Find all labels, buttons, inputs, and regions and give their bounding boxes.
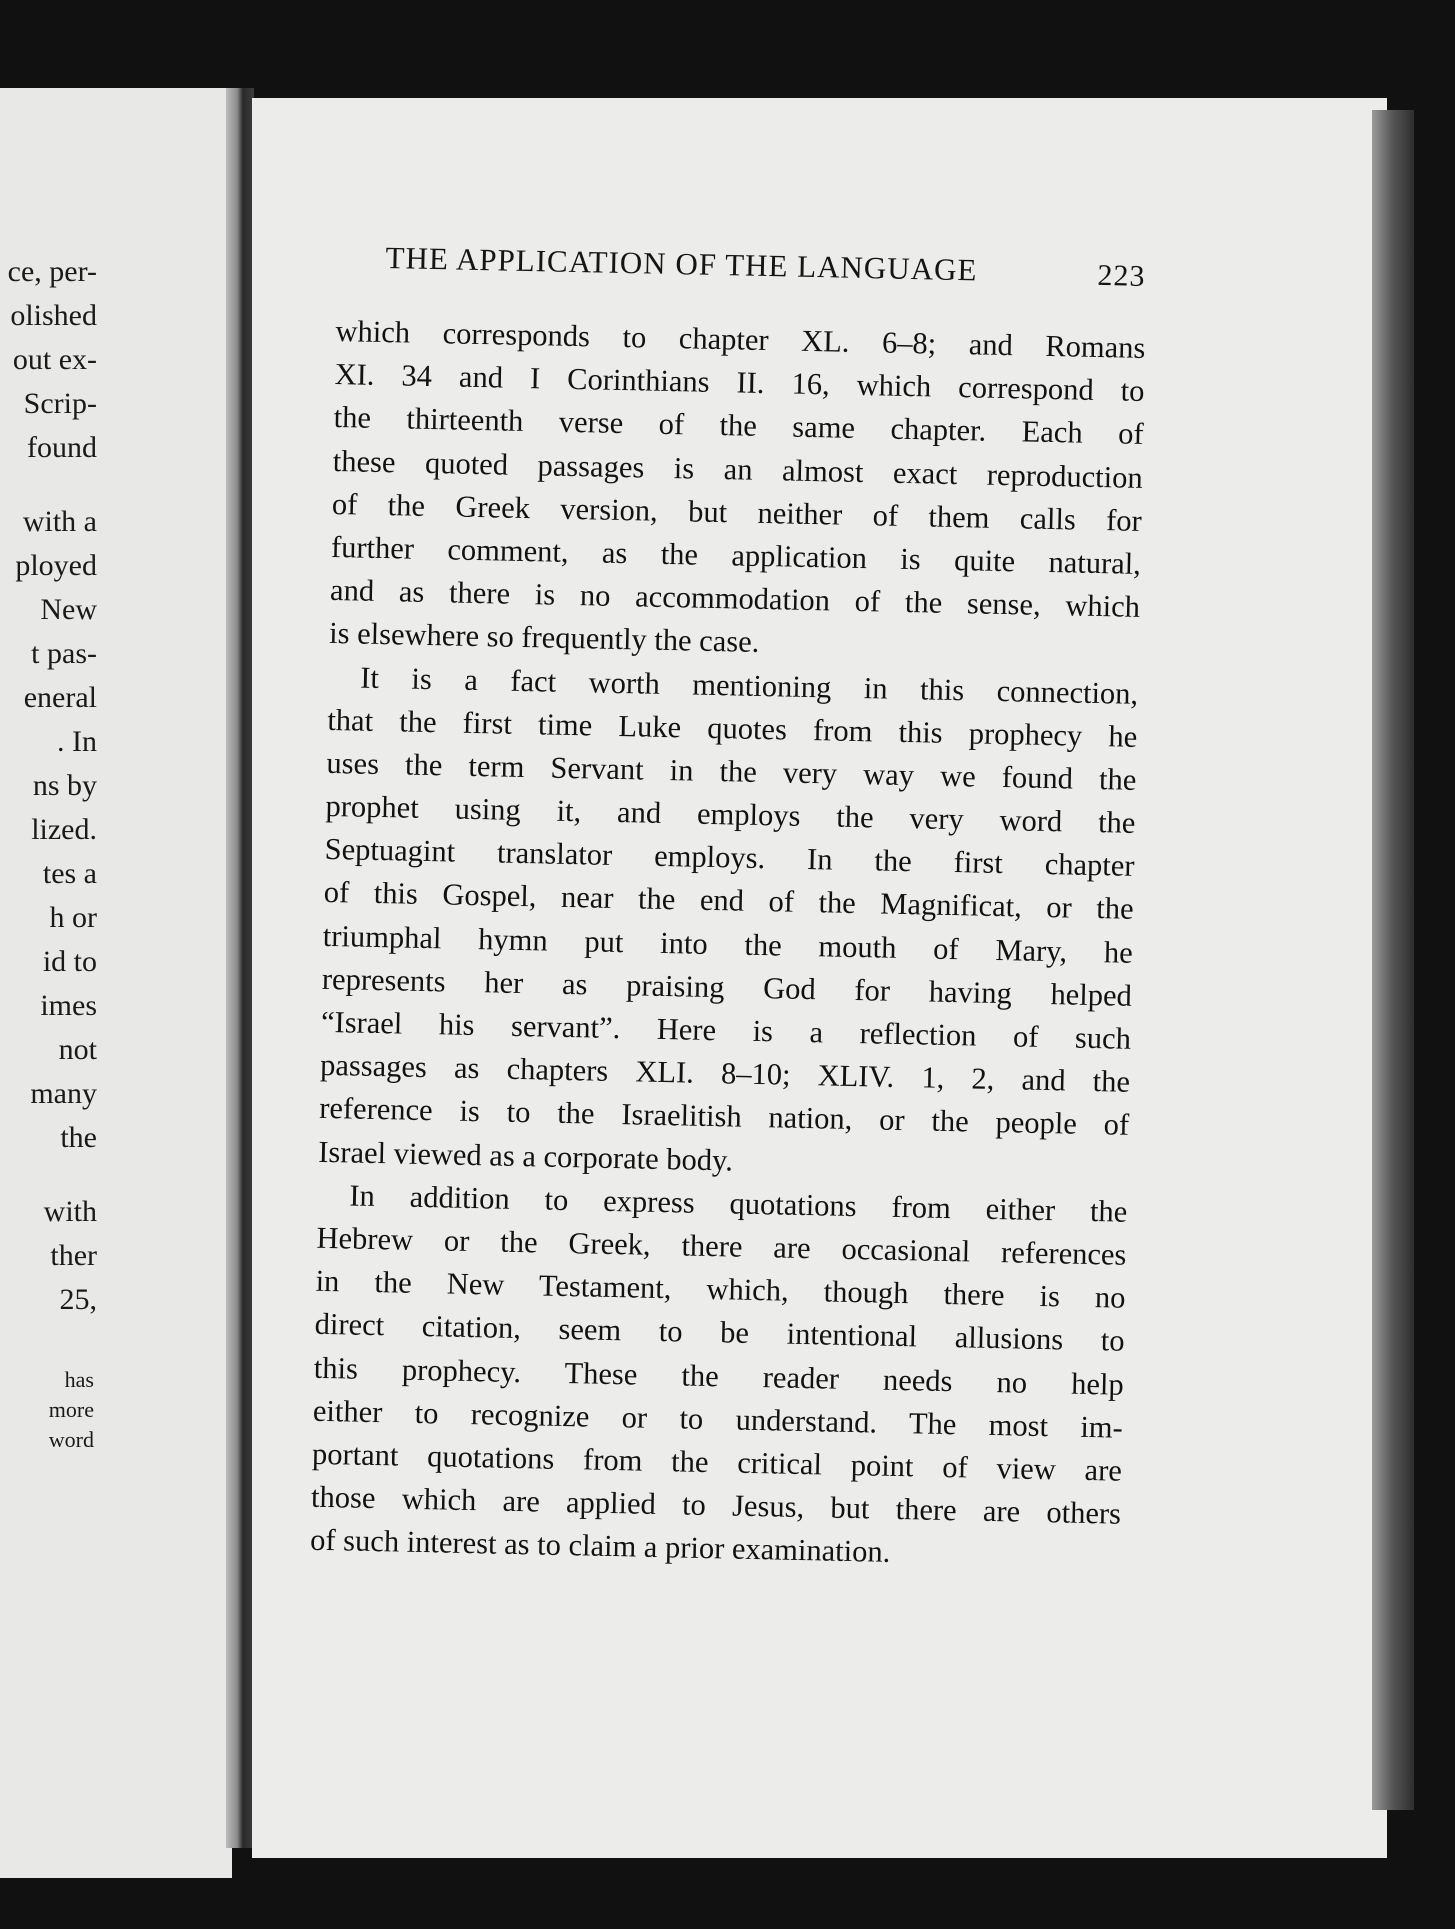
text-line: prophet using it, and employs the very word the [325,788,1136,840]
left-text-line: with [43,1195,97,1228]
text-line: and as there is no accommodation of the sense, which [329,573,1141,625]
text-line: in the New Testament, which, though there is no [315,1263,1126,1315]
text-line: of such interest as to claim a prior examination. [309,1522,891,1570]
left-text-line: lized. [31,813,97,846]
text-line: portant quotations from the critical point of view are [311,1436,1123,1488]
book-gutter [226,88,254,1848]
page-number: 223 [1097,258,1146,293]
text-line: passages as chapters XLI. 8–10; XLIV. 1, 2, and the [319,1048,1131,1099]
left-text-line: ployed [15,549,97,582]
text-line: Hebrew or the Greek, there are occasional references [316,1220,1127,1272]
left-text-line: id to [42,945,97,978]
text-line: of the Greek version, but neither of them calls for [331,486,1143,538]
text-line: It is a fact worth mentioning in this connection, [359,660,1139,711]
text-line: In addition to express quotations from either the [349,1178,1128,1229]
text-line: reference is to the Israelitish nation, or the people of [318,1091,1130,1143]
running-title: THE APPLICATION OF THE LANGUAGE [385,240,978,288]
text-line: represents her as praising God for having helped [321,961,1133,1013]
left-text-line: eneral [23,681,97,714]
left-text-line: many [30,1077,97,1110]
text-line: “Israel his servant”. Here is a reflection of such [320,1004,1132,1056]
left-text-line: t pas- [31,637,97,670]
text-line: this prophecy. These the reader needs no help [313,1350,1125,1402]
text-line: which corresponds to chapter XL. 6–8; and Romans [335,313,1146,365]
left-text-line: Scrip- [23,387,97,420]
left-text-line: ns by [32,769,97,802]
text-line: these quoted passages is an almost exact reproduction [332,443,1144,495]
left-text-line: 25, [59,1283,97,1316]
text-line: either to recognize or to understand. The most im- [312,1393,1124,1445]
left-text-line: with a [22,505,97,538]
left-text-line: h or [49,901,97,934]
left-footnote-line: more [48,1397,94,1422]
text-line: XI. 34 and I Corinthians II. 16, which correspond to [334,357,1145,409]
text-line: is elsewhere so frequently the case. [328,616,760,660]
left-text-line: not [58,1033,97,1066]
text-line: of this Gospel, near the end of the Magnificat, or the [323,875,1134,927]
text-line: Israel viewed as a corporate body. [318,1134,734,1178]
left-text-line: New [40,593,97,626]
text-line: those which are applied to Jesus, but there are others [310,1479,1122,1531]
left-text-line: ther [50,1239,97,1272]
text-line: direct citation, seem to be intentional allusions to [314,1307,1125,1359]
text-line: further comment, as the application is quite natural, [330,529,1142,581]
body-text [310,310,1146,1579]
left-text-line: out ex- [12,343,97,376]
left-text-line: ce, per- [7,255,97,288]
text-line: that the first time Luke quotes from this prophecy he [327,702,1138,754]
left-text-line: the [60,1121,97,1154]
left-text-line: imes [40,989,97,1022]
left-text-line: . In [57,725,97,758]
text-line: Septuagint translator employs. In the first chapter [324,832,1135,884]
left-text-line: found [27,431,97,464]
left-footnote-line: word [48,1427,94,1452]
text-line: triumphal hymn put into the mouth of Mary, he [322,918,1134,970]
text-line: the thirteenth verse of the same chapter. Each of [333,400,1144,452]
left-footnote-line: has [64,1367,94,1392]
left-text-line: olished [10,299,97,332]
page-edge [1372,110,1414,1810]
left-text-line: tes a [42,857,97,890]
text-line: uses the term Servant in the very way we found the [326,745,1137,797]
